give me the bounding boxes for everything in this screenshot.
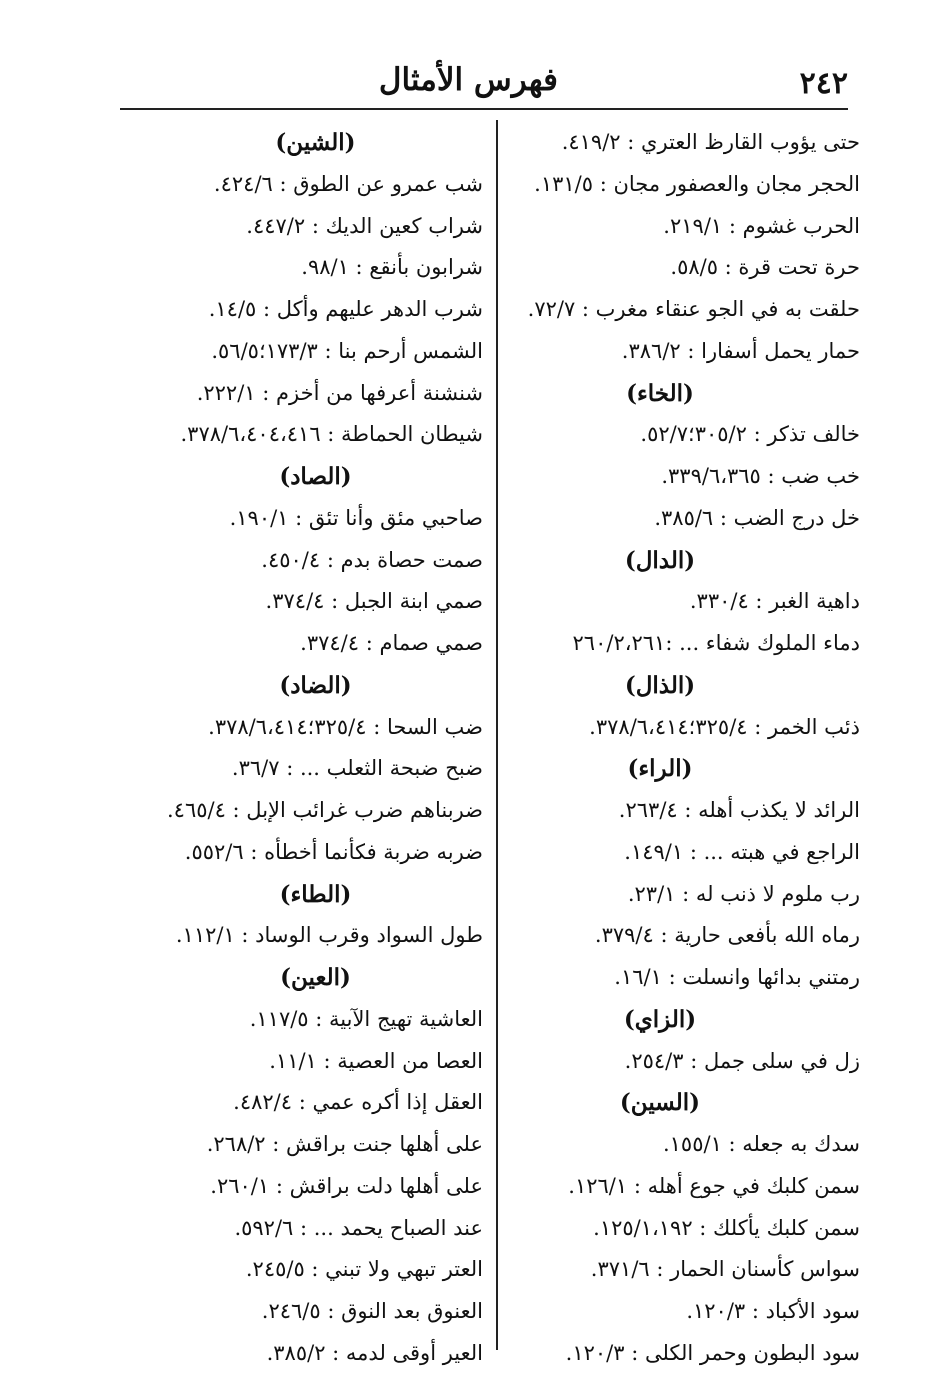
index-entry: زل في سلى جمل : ٢٥٤/٣. [624,1048,860,1073]
index-entry: حرة تحت قرة : ٥٨/٥. [670,255,860,280]
index-entry: العاشية تهيج الآبية : ١١٧/٥. [249,1006,483,1031]
index-entry: ضربناهم ضرب غرائب الإبل : ٤٦٥/٤. [166,798,483,822]
section-heading: (السين) [619,1089,701,1117]
index-entry: ذئب الخمر : ٣٢٥/٤؛٣٧٨/٦،٤١٤. [589,714,860,739]
right-column [460,122,860,1375]
page-header [120,58,848,106]
index-entry: خالف تذكر : ٣٠٥/٢؛٥٢/٧. [640,422,860,447]
header-rule [120,108,848,110]
index-entry: شب عمرو عن الطوق : ٤٢٤/٦. [213,171,483,196]
index-entry: الشمس أرحم بنا : ١٧٣/٣؛٥٦/٥. [211,338,483,363]
section-heading: (الدال) [624,546,696,574]
index-entry: العير أوقى لدمه : ٣٨٥/٢. [266,1340,483,1365]
index-entry: رمتني بدائها وانسلت : ١٦/١. [614,965,860,989]
index-entry: العقل إذا أكره عمي : ٤٨٢/٤. [233,1090,483,1115]
page-title: فهرس الأمثال [378,62,558,98]
index-entry: العنوق بعد النوق : ٢٤٦/٥. [261,1299,483,1323]
section-heading: (الذال) [624,671,696,699]
index-entry: سواس كأسنان الحمار : ٣٧١/٦. [590,1257,860,1282]
index-entry: ضبح ضبحة الثعلب ... : ٣٦/٧. [231,756,483,781]
index-entry: الراجع في هبته ... : ١٤٩/١. [624,839,860,864]
index-entry: صمت حصاة بدم : ٤٥٠/٤. [261,547,483,572]
index-entry: شرابون بأنقع : ٩٨/١. [301,255,483,280]
index-entry: حلقت به في الجو عنقاء مغرب : ٧٢/٧. [527,297,860,321]
left-column [148,122,483,1375]
section-heading: (الضاد) [279,671,352,699]
index-entry: سود البطون وحمر الكلى : ١٢٠/٣. [565,1340,860,1365]
index-entry: خب ضب : ٣٣٩/٦،٣٦٥. [661,464,860,488]
index-entry: شرب الدهر عليهم وأكل : ١٤/٥. [208,297,483,321]
section-heading: (الزاي) [623,1005,697,1033]
index-entry: حمار يحمل أسفارا : ٣٨٦/٢. [621,338,860,363]
index-entry: على أهلها دلت براقش : ٢٦٠/١. [210,1173,483,1198]
index-entry: صمي ابنة الجبل : ٣٧٤/٤. [265,589,483,614]
index-entry: صمي صمام : ٣٧٤/٤. [300,631,483,655]
index-entry: داهية الغبر : ٣٣٠/٤. [689,589,860,614]
index-entry: عند الصباح يحمد ... : ٥٩٢/٦. [234,1215,483,1240]
index-entry: طول السواد وقرب الوساد : ١١٢/١. [175,923,483,948]
index-entry: دماء الملوك شفاء ... :٢٦٠/٢،٢٦١ [572,631,860,655]
page-number: ٢٤٢ [799,66,848,101]
section-heading: (الطاء) [279,880,352,908]
index-entry: ضب السحا : ٣٢٥/٤؛٣٧٨/٦،٤١٤. [208,714,483,739]
index-entry: رماه الله بأفعى حارية : ٣٧٩/٤. [594,923,860,948]
index-entry: الحرب غشوم : ٢١٩/١. [663,213,860,238]
index-entry: ضربه ضربة فكأنما أخطأه : ٥٥٢/٦. [184,839,483,864]
index-entry: الرائد لا يكذب أهله : ٢٦٣/٤. [618,798,860,822]
index-entry: حتى يؤوب القارظ العتري : ٤١٩/٢. [561,130,860,154]
index-entry: شيطان الحماطة : ٣٧٨/٦،٤٠٤،٤١٦. [180,422,483,447]
section-heading: (الصاد) [279,463,352,490]
index-entry: على أهلها جنت براقش : ٢٦٨/٢. [206,1132,483,1156]
index-entry: العتر تبهي ولا تبني : ٢٤٥/٥. [245,1257,483,1282]
section-heading: (الشين) [275,129,356,156]
section-heading: (العين) [280,964,351,991]
index-entry: صاحبي مئق وأنا تئق : ١٩٠/١. [229,505,483,530]
index-entry: سود الأكباد : ١٢٠/٣. [686,1299,860,1323]
index-entry: شراب كعين الديك : ٤٤٧/٢. [246,213,483,238]
index-entry: العصا من العصية : ١١/١. [269,1048,483,1073]
index-entry: سدك به جعله : ١٥٥/١. [662,1132,860,1156]
index-entry: الحجر مجان والعصفور مجان : ١٣١/٥. [534,171,860,196]
index-entry: سمن كلبك في جوع أهله : ١٢٦/١. [568,1173,860,1198]
index-entry: خل درج الضب : ٣٨٥/٦. [654,505,860,530]
index-entry: رب ملوم لا ذنب له : ٢٣/١. [627,881,860,906]
section-heading: (الخاء) [626,379,694,407]
index-entry: سمن كلبك يأكلك : ١٢٥/١،١٩٢. [593,1215,860,1240]
section-heading: (الراء) [627,755,693,783]
index-entry: شنشنة أعرفها من أخزم : ٢٢٢/١. [196,380,483,405]
